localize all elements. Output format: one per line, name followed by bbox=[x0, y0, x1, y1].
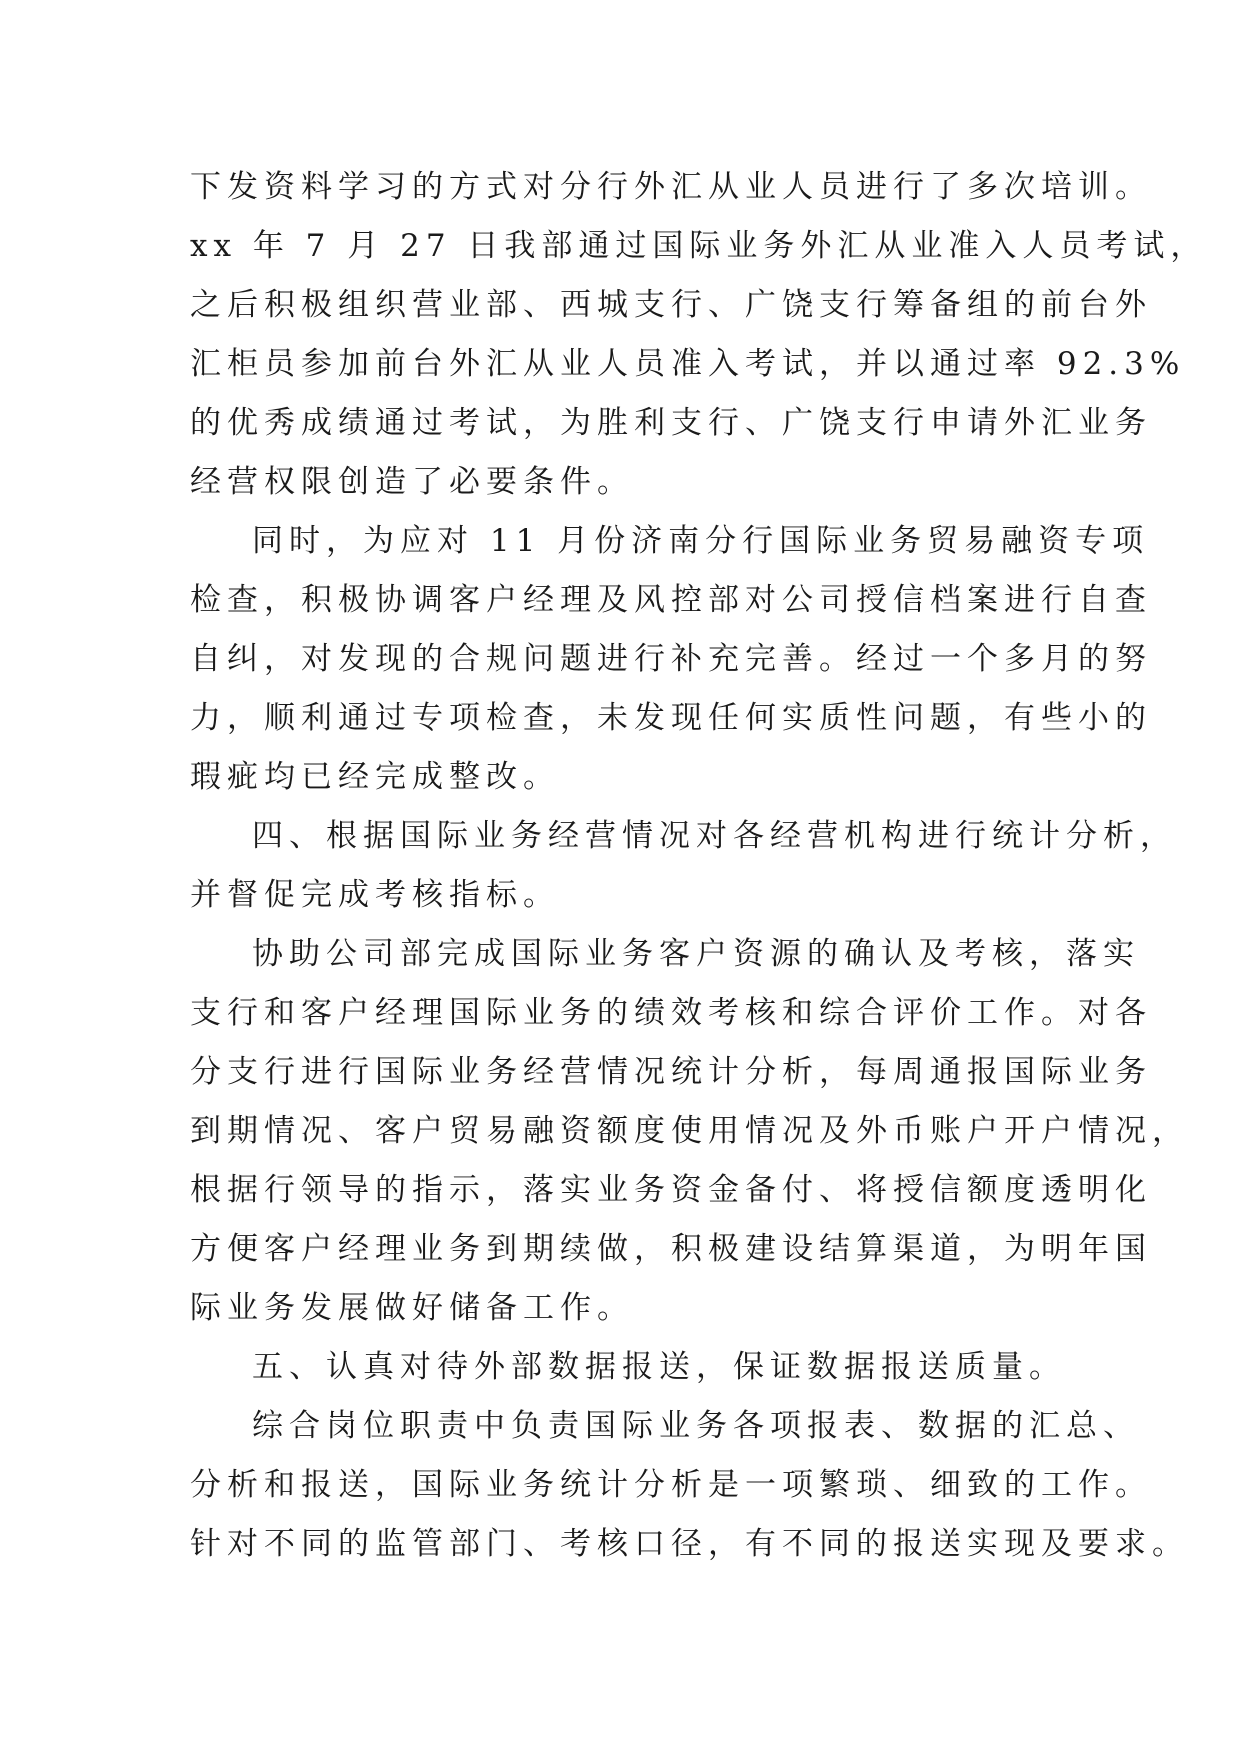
text-line: 方便客户经理业务到期续做，积极建设结算渠道，为明年国 bbox=[190, 1231, 1152, 1267]
text-line: 力，顺利通过专项检查，未发现任何实质性问题，有些小的 bbox=[190, 700, 1152, 736]
text-line: 自纠，对发现的合规问题进行补充完善。经过一个多月的努 bbox=[190, 641, 1152, 677]
text-line: 经营权限创造了必要条件。 bbox=[190, 464, 634, 500]
text-line: 根据行领导的指示，落实业务资金备付、将授信额度透明化 bbox=[190, 1172, 1152, 1208]
paragraph-first-line: 协助公司部完成国际业务客户资源的确认及考核，落实 bbox=[252, 936, 1140, 972]
text-line: 汇柜员参加前台外汇从业人员准入考试，并以通过率 92.3% bbox=[190, 346, 1186, 382]
text-line: 下发资料学习的方式对分行外汇从业人员进行了多次培训。 bbox=[190, 169, 1152, 205]
text-line: xx 年 7 月 27 日我部通过国际业务外汇从业准入人员考试， bbox=[190, 228, 1208, 264]
text-line: 针对不同的监管部门、考核口径，有不同的报送实现及要求。 bbox=[190, 1526, 1189, 1562]
text-line: 瑕疵均已经完成整改。 bbox=[190, 759, 560, 795]
paragraph-first-line: 综合岗位职责中负责国际业务各项报表、数据的汇总、 bbox=[252, 1408, 1140, 1444]
text-line: 检查，积极协调客户经理及风控部对公司授信档案进行自查 bbox=[190, 582, 1152, 618]
text-line: 之后积极组织营业部、西城支行、广饶支行筹备组的前台外 bbox=[190, 287, 1152, 323]
section-heading: 四、根据国际业务经营情况对各经营机构进行统计分析， bbox=[252, 818, 1177, 854]
text-line: 的优秀成绩通过考试，为胜利支行、广饶支行申请外汇业务 bbox=[190, 405, 1152, 441]
section-heading-continuation: 并督促完成考核指标。 bbox=[190, 877, 560, 913]
document-body bbox=[190, 158, 1208, 1574]
text-line: 际业务发展做好储备工作。 bbox=[190, 1290, 634, 1326]
paragraph-first-line: 同时，为应对 11 月份济南分行国际业务贸易融资专项 bbox=[252, 523, 1150, 559]
text-line: 到期情况、客户贸易融资额度使用情况及外币账户开户情况， bbox=[190, 1113, 1189, 1149]
text-line: 分析和报送，国际业务统计分析是一项繁琐、细致的工作。 bbox=[190, 1467, 1152, 1503]
text-line: 分支行进行国际业务经营情况统计分析，每周通报国际业务 bbox=[190, 1054, 1152, 1090]
text-line: 支行和客户经理国际业务的绩效考核和综合评价工作。对各 bbox=[190, 995, 1152, 1031]
section-heading: 五、认真对待外部数据报送，保证数据报送质量。 bbox=[252, 1349, 1066, 1385]
